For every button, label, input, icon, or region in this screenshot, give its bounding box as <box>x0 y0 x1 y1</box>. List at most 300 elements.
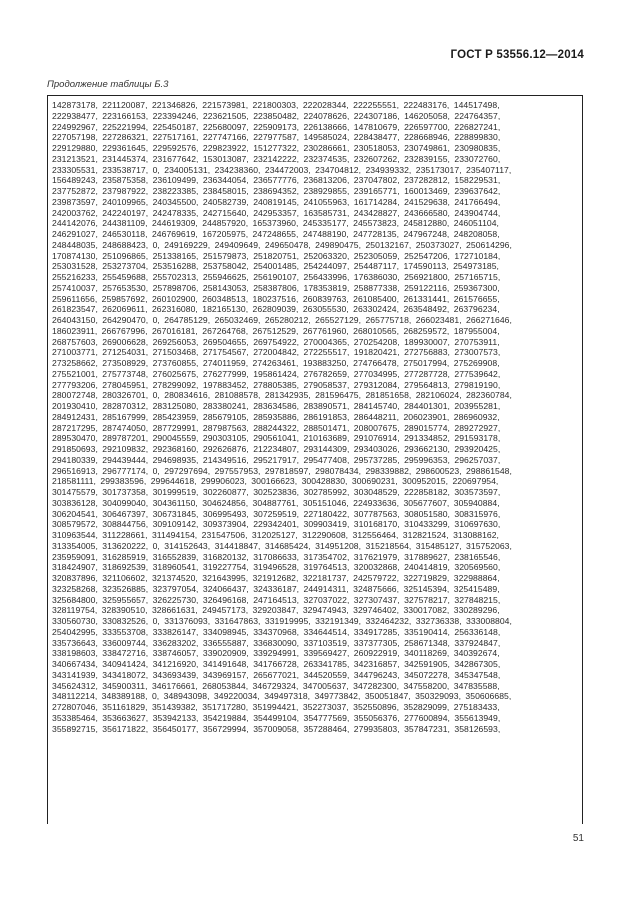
table-cell: 262069611, <box>102 304 148 315</box>
table-cell: 308579572, <box>52 519 98 530</box>
table-cell: 242715640, <box>202 207 249 218</box>
table-cell: 350329093, <box>415 691 462 702</box>
table-cell: 230980835, <box>454 143 501 153</box>
table-cell: 234238360, <box>214 164 261 175</box>
table-cell: 221120087, <box>102 100 148 110</box>
table-cell: 335190414, <box>404 626 450 637</box>
table-cell: 278805385, <box>253 379 300 390</box>
table-cell: 247164513, <box>253 594 300 605</box>
table-cell: 243666580, <box>404 207 450 218</box>
table-cell: 156489243, <box>52 175 98 186</box>
table-row <box>52 541 580 552</box>
table-row <box>52 283 580 294</box>
table-cell: 320837896, <box>52 573 98 583</box>
table-cell: 348112214, <box>52 691 98 702</box>
table-cell: 237752872, <box>52 186 98 196</box>
table-cell: 313088162, <box>453 530 499 540</box>
table-cell: 230749861, <box>404 143 450 153</box>
table-cell: 258671348, <box>404 637 450 648</box>
table-cell: 309373904, <box>202 519 249 530</box>
table-cell: 203955281, <box>454 401 501 411</box>
table-cell: 322719829, <box>403 573 450 583</box>
table-cell: 292109832, <box>102 444 149 454</box>
table-cell: 332736338, <box>415 616 462 626</box>
table-cell: 287217295, <box>52 422 98 433</box>
table-row <box>52 724 580 735</box>
table-cell: 321643995, <box>202 573 249 583</box>
table-cell: 277034995, <box>353 368 400 379</box>
table-cell: 312556464, <box>352 530 399 540</box>
table-cell: 237987922, <box>102 186 149 196</box>
table-cell: 330560730, <box>52 616 98 626</box>
table-cell: 250373027, <box>415 239 462 250</box>
table-rows <box>52 100 580 734</box>
table-cell: 222483176, <box>403 100 450 110</box>
table-cell: 278045951, <box>102 379 149 390</box>
table-row <box>52 401 580 412</box>
table-cell: 351994421, <box>252 702 299 712</box>
table-cell: 268010565, <box>353 325 400 336</box>
table-cell: 259611656, <box>52 293 98 304</box>
table-cell: 283380241, <box>202 401 249 411</box>
table-cell: 274263461, <box>252 358 299 368</box>
table-cell: 258877338, <box>353 282 400 293</box>
table-cell: 249409649, <box>214 239 261 250</box>
table-row <box>52 165 580 176</box>
table-cell: 142873178, <box>52 100 98 110</box>
table-cell: 345347548, <box>454 669 501 680</box>
table-cell: 277539642, <box>454 368 501 379</box>
table-cell: 244857920, <box>202 218 249 229</box>
table-cell: 291850693, <box>52 444 98 454</box>
table-row <box>52 691 580 702</box>
table-cell: 249650478, <box>264 239 311 250</box>
table-cell: 304624856, <box>202 497 249 508</box>
table-cell: 172710184, <box>454 250 501 261</box>
standard-code-header: ГОСТ Р 53556.12—2014 <box>450 49 584 61</box>
table-cell: 244381109, <box>102 218 148 229</box>
table-cell: 243428827, <box>353 207 400 218</box>
table-row <box>52 347 580 358</box>
table-cell: 354219884, <box>202 712 249 723</box>
table-cell: 297557953, <box>214 465 261 476</box>
table-cell: 312290608, <box>302 530 349 540</box>
table-cell: 242953357, <box>253 207 300 218</box>
table-cell: 318960541, <box>152 562 199 573</box>
table-cell: 335736643, <box>52 637 98 648</box>
table-cell: 291076914, <box>353 433 400 444</box>
table-cell: 352550896, <box>353 702 400 712</box>
table-cell: 165373960, <box>252 218 299 229</box>
table-cell: 232607262, <box>353 153 400 164</box>
table-cell: 263341785, <box>303 659 350 669</box>
table-cell: 251096865, <box>102 250 149 261</box>
table-cell: 263055530, <box>302 304 349 315</box>
table-cell: 242240197, <box>102 207 149 218</box>
table-cell: 235407117, <box>466 164 512 175</box>
table-cell: 336283202, <box>152 637 199 648</box>
table-cell: 315752063, <box>466 540 512 551</box>
table-cell: 345072278, <box>404 669 450 680</box>
table-cell: 323258268, <box>52 583 98 594</box>
table-cell: 281088578, <box>214 390 261 401</box>
table-cell: 353663627, <box>102 712 149 723</box>
table-cell: 195861424, <box>253 368 300 379</box>
table-cell: 0, <box>152 465 160 476</box>
table-cell: 245812880, <box>403 218 450 229</box>
table-cell: 221346826, <box>151 100 198 110</box>
table-cell: 231213521, <box>52 153 98 164</box>
table-cell: 221573981, <box>202 100 249 110</box>
table-cell: 239165771, <box>353 186 400 196</box>
table-cell: 232839155, <box>404 153 450 164</box>
table-cell: 320032868, <box>353 562 400 573</box>
table-cell: 283634586, <box>253 401 300 411</box>
table-cell: 243904744, <box>454 207 501 218</box>
table-cell: 267761960, <box>302 325 349 336</box>
table-cell: 291334852, <box>404 433 450 444</box>
table-cell: 241529638, <box>404 196 450 207</box>
table-cell: 276025675, <box>152 368 199 379</box>
table-cell: 228668946, <box>404 132 450 143</box>
table-cell: 271254031, <box>102 347 149 358</box>
table-cell: 0, <box>152 315 160 325</box>
table-row <box>52 122 580 133</box>
table-cell: 315485127, <box>415 540 462 551</box>
table-cell: 265280212, <box>264 315 311 325</box>
table-cell: 292368160, <box>152 444 199 454</box>
table-cell: 256433996, <box>303 272 350 282</box>
table-cell: 300690231, <box>351 476 398 487</box>
table-cell: 341491648, <box>202 659 249 669</box>
table-cell: 308844756, <box>102 519 149 530</box>
table-cell: 224933636, <box>353 497 400 508</box>
table-cell: 330017082, <box>403 605 450 616</box>
table-cell: 222938477, <box>52 110 98 121</box>
table-cell: 332191349, <box>315 616 362 626</box>
table-cell: 329474943, <box>302 605 349 616</box>
table-cell: 322988864, <box>453 573 500 583</box>
table-cell: 266023481, <box>415 315 462 325</box>
table-cell: 336009744, <box>102 637 149 648</box>
table-cell: 317354702, <box>303 551 350 562</box>
table-cell: 350606685, <box>465 691 512 702</box>
table-cell: 227180422, <box>303 508 350 519</box>
table-cell: 329746402, <box>353 605 400 616</box>
table-cell: 256336148, <box>454 626 501 637</box>
table-cell: 268259572, <box>403 325 450 336</box>
table-cell: 269754922, <box>253 336 300 347</box>
table-cell: 334098945, <box>202 626 249 637</box>
table-cell: 229342401, <box>253 519 300 530</box>
table-cell: 275017994, <box>403 358 450 368</box>
table-cell: 263302424, <box>353 304 400 315</box>
table-cell: 272004842, <box>253 347 300 358</box>
table-cell: 232142222, <box>253 153 300 164</box>
table-cell: 251338165, <box>152 250 199 261</box>
table-cell: 284401301, <box>404 401 450 411</box>
table-row <box>52 208 580 219</box>
table-cell: 253273704, <box>102 261 149 272</box>
table-cell: 343141939, <box>52 669 98 680</box>
table-cell: 276277999, <box>202 368 249 379</box>
table-row <box>52 552 580 563</box>
table-cell: 182165130, <box>202 304 249 315</box>
table-cell: 279058537, <box>303 379 350 390</box>
table-cell: 227057198, <box>52 132 98 143</box>
table-cell: 261085400, <box>353 293 400 304</box>
table-cell: 300952015, <box>402 476 449 487</box>
table-cell: 340941424, <box>102 659 149 669</box>
table-cell: 345900311, <box>102 680 148 691</box>
table-cell: 178353819, <box>303 282 350 293</box>
table-cell: 294698935, <box>152 454 199 465</box>
page-number: 51 <box>572 833 584 844</box>
table-cell: 326225730, <box>152 594 199 605</box>
table-row <box>52 380 580 391</box>
table-cell: 266271646, <box>466 315 512 325</box>
table-cell: 279312084, <box>353 379 400 390</box>
table-cell: 218581111, <box>52 476 96 487</box>
table-cell: 317086633, <box>253 551 300 562</box>
table-cell: 260348513, <box>202 293 249 304</box>
table-cell: 225221994, <box>102 121 149 132</box>
table-cell: 339020909, <box>202 648 249 659</box>
table-cell: 282106024, <box>415 390 462 401</box>
table-cell: 354499104, <box>253 712 300 723</box>
table-cell: 269256053, <box>152 336 199 347</box>
table-cell: 286191853, <box>303 411 350 422</box>
table-cell: 246291027, <box>52 229 98 239</box>
table-cell: 309109142, <box>152 519 199 530</box>
table-cell: 287987563, <box>202 422 249 433</box>
table-cell: 271003771, <box>52 347 98 358</box>
table-cell: 339569427, <box>303 648 350 659</box>
table-cell: 222255551, <box>353 100 400 110</box>
table-row <box>52 444 580 455</box>
table-cell: 263548492, <box>403 304 450 315</box>
table-cell: 346176661, <box>151 680 198 691</box>
table-cell: 0, <box>152 616 160 626</box>
table-cell: 295217917, <box>253 454 300 465</box>
table-cell: 275521001, <box>52 368 98 379</box>
table-cell: 348389188, <box>101 691 148 702</box>
table-cell: 223621505, <box>202 110 249 121</box>
table-cell: 206023901, <box>403 411 450 422</box>
table-cell: 340667434, <box>52 659 98 669</box>
table-cell: 193883250, <box>302 358 349 368</box>
table-cell: 254001485, <box>253 261 300 272</box>
table-cell: 339294991, <box>253 648 300 659</box>
table-cell: 233072760, <box>454 153 501 164</box>
table-row <box>52 627 580 638</box>
table-cell: 342867305, <box>454 659 501 669</box>
table-cell: 351439382, <box>151 702 198 712</box>
table-cell: 265775718, <box>365 315 412 325</box>
table-cell: 296257037, <box>454 454 501 465</box>
table-cell: 342316857, <box>353 659 400 669</box>
table-cell: 160013469, <box>404 186 450 196</box>
table-cell: 255216233, <box>52 272 98 282</box>
table-row <box>52 358 580 369</box>
table-cell: 264043150, <box>52 315 98 325</box>
table-cell: 271754567, <box>202 347 249 358</box>
table-cell: 244142076, <box>52 218 98 229</box>
table-cell: 257653530, <box>102 282 149 293</box>
table-cell: 235173017, <box>415 164 462 175</box>
table-cell: 356450177, <box>152 723 199 734</box>
table-cell: 319227754, <box>202 562 249 573</box>
table-cell: 268757603, <box>52 336 98 347</box>
table-cell: 279819190, <box>454 379 501 390</box>
table-cell: 240582739, <box>202 196 249 207</box>
table-cell: 253758042, <box>202 261 249 272</box>
table-cell: 244914311, <box>303 583 349 594</box>
table-cell: 286960932, <box>453 411 500 422</box>
table-cell: 331919995, <box>264 616 311 626</box>
table-cell: 237047802, <box>353 175 400 186</box>
table-row <box>52 304 580 315</box>
table-cell: 352273037, <box>302 702 349 712</box>
table-cell: 227286321, <box>102 132 149 143</box>
table-row <box>52 390 580 401</box>
table-cell: 328390510, <box>101 605 148 616</box>
table-cell: 307259519, <box>253 508 300 519</box>
table-cell: 248208058, <box>453 229 500 239</box>
table-cell: 254042995, <box>52 626 98 637</box>
table-cell: 327037022, <box>303 594 350 605</box>
table-row <box>52 595 580 606</box>
table-cell: 303048529, <box>353 487 400 497</box>
table-cell: 326496168, <box>202 594 249 605</box>
table-cell: 280326701, <box>102 390 149 401</box>
table-cell: 334370968, <box>253 626 300 637</box>
table-cell: 355613949, <box>454 712 501 723</box>
table-cell: 261576655, <box>453 293 500 304</box>
table-row <box>52 272 580 283</box>
table-cell: 328661631, <box>151 605 198 616</box>
table-cell: 241766494, <box>454 196 501 207</box>
table-cell: 225450187, <box>152 121 199 132</box>
table-cell: 235875358, <box>102 175 149 186</box>
table-cell: 325145394, <box>403 583 450 594</box>
table-row <box>52 218 580 229</box>
table-cell: 319496528, <box>253 562 300 573</box>
table-cell: 325955657, <box>102 594 149 605</box>
table-cell: 274011959, <box>202 358 249 368</box>
table-cell: 282360784, <box>466 390 512 401</box>
table-cell: 308315976, <box>454 508 501 519</box>
table-row <box>52 487 580 498</box>
table-cell: 257165715, <box>454 272 501 282</box>
table-cell: 310433299, <box>404 519 450 530</box>
table-cell: 254487117, <box>353 261 400 272</box>
table-cell: 236109499, <box>152 175 199 186</box>
table-cell: 294180339, <box>52 454 98 465</box>
table-cell: 240414819, <box>404 562 450 573</box>
table-cell: 258143053, <box>202 282 249 293</box>
table-row <box>52 186 580 197</box>
table-cell: 347282300, <box>353 680 400 691</box>
table-cell: 292626876, <box>202 444 249 454</box>
table-row <box>52 337 580 348</box>
table-cell: 250614296, <box>466 239 512 250</box>
table-cell: 267016181, <box>151 325 198 336</box>
table-cell: 210163689, <box>303 433 350 444</box>
table-cell: 304361150, <box>152 497 198 508</box>
table-cell: 275183433, <box>453 702 500 712</box>
table-cell: 247967248, <box>403 229 450 239</box>
table-cell: 317621979, <box>353 551 400 562</box>
table-cell: 321374520, <box>151 573 198 583</box>
table-cell: 295996353, <box>404 454 450 465</box>
table-cell: 255946625, <box>202 272 249 282</box>
table-row <box>52 638 580 649</box>
table-cell: 320569560, <box>454 562 501 573</box>
table-cell: 0, <box>152 390 160 401</box>
table-cell: 314685424, <box>264 540 311 551</box>
table-cell: 251820751, <box>253 250 300 261</box>
table-cell: 273258662, <box>52 358 98 368</box>
table-cell: 351717280, <box>202 702 249 712</box>
table-cell: 287729991, <box>152 422 199 433</box>
table-cell: 245573823, <box>353 218 400 229</box>
table-cell: 298339882, <box>365 465 412 476</box>
table-row <box>52 530 580 541</box>
table-cell: 253516288, <box>152 261 199 272</box>
table-cell: 300166623, <box>251 476 298 487</box>
table-cell: 197883452, <box>202 379 249 390</box>
table-row <box>52 702 580 713</box>
table-cell: 245335177, <box>302 218 349 229</box>
table-cell: 311494154, <box>151 530 198 540</box>
table-cell: 334917285, <box>353 626 400 637</box>
table-cell: 268053844, <box>202 680 249 691</box>
table-cell: 186023911, <box>52 325 98 336</box>
table-cell: 340392674, <box>453 648 500 659</box>
table-cell: 279564813, <box>404 379 450 390</box>
table-row <box>52 616 580 627</box>
table-cell: 351161829, <box>102 702 148 712</box>
table-cell: 303836128, <box>52 497 98 508</box>
table-cell: 229823922, <box>202 143 249 153</box>
table-cell: 323797054, <box>152 583 199 594</box>
table-cell: 224078626, <box>303 110 350 121</box>
table-cell: 234005131, <box>164 164 211 175</box>
table-cell: 296777174, <box>102 465 149 476</box>
table-row <box>52 261 580 272</box>
table-cell: 189930007, <box>404 336 450 347</box>
table-cell: 236344054, <box>202 175 249 186</box>
table-cell: 288501471, <box>303 422 350 433</box>
table-cell: 305940884, <box>453 497 500 508</box>
table-cell: 324066437, <box>202 583 249 594</box>
table-cell: 321912682, <box>252 573 299 583</box>
table-cell: 301999519, <box>152 487 199 497</box>
table-cell: 174590113, <box>403 261 449 272</box>
table-cell: 353942133, <box>152 712 199 723</box>
table-cell: 317889627, <box>404 551 450 562</box>
table-cell: 212234807, <box>253 444 300 454</box>
table-cell: 233538717, <box>102 164 149 175</box>
table-row <box>52 648 580 659</box>
table-cell: 282870312, <box>102 401 149 411</box>
table-cell: 337924847, <box>454 637 501 648</box>
table-cell: 191820421, <box>353 347 400 358</box>
table-cell: 341216920, <box>152 659 199 669</box>
table-cell: 337103519, <box>303 637 350 648</box>
table-cell: 265527129, <box>315 315 362 325</box>
